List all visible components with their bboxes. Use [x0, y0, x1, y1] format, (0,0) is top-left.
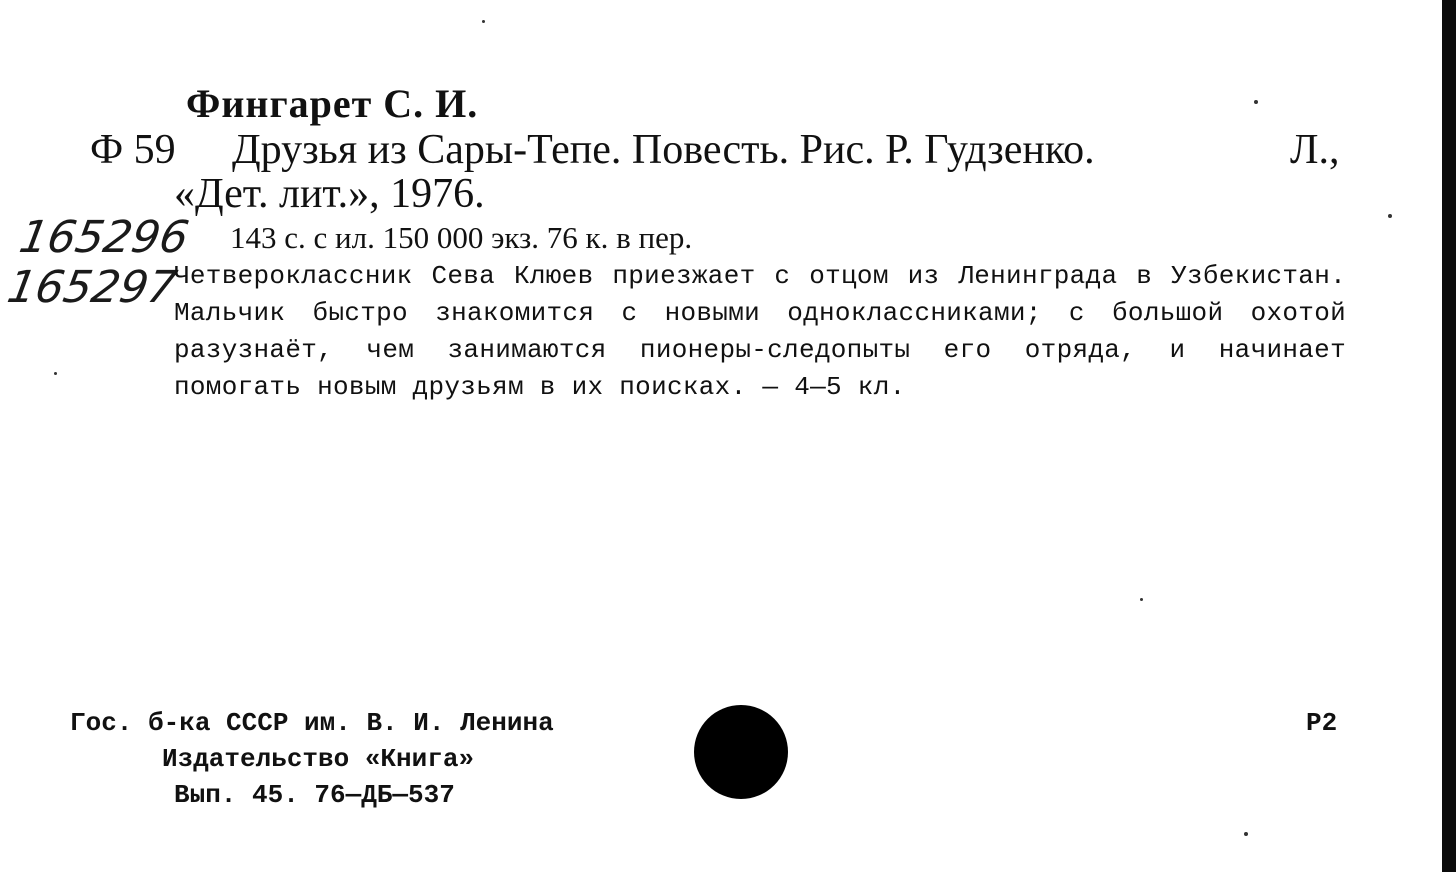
scan-speck: [54, 372, 57, 375]
scan-speck: [1254, 100, 1258, 104]
inventory-number: 165296: [15, 212, 193, 263]
author-name: Фингарет С. И.: [186, 81, 479, 126]
shelf-mark: Ф 59: [90, 127, 176, 173]
publication-city: Л.,: [1290, 127, 1340, 173]
publisher-year: «Дет. лит.», 1976.: [174, 171, 485, 217]
publishing-house: Издательство «Книга»: [162, 744, 475, 774]
title-line: Друзья из Сары-Тепе. Повесть. Рис. Р. Гудзенко.: [232, 127, 1095, 173]
classification-code: Р2: [1306, 708, 1338, 738]
punch-hole: [694, 705, 788, 799]
inventory-number: 165297: [3, 262, 181, 313]
scan-speck: [1388, 214, 1392, 218]
issue-number: Вып. 45. 76—ДБ—537: [174, 780, 455, 810]
scan-edge: [1442, 0, 1456, 872]
annotation-text: Четвероклассник Сева Клюев приезжает с отцом из Ленинграда в Узбекистан. Мальчик быстро знакомится с новыми одноклассниками; с большой охотой разузнаёт, чем занимаются пионеры-следопыты его отряда, и начинает помогать новым друзьям в их поисках. — 4—5 кл.: [174, 261, 1346, 402]
scan-speck: [1140, 598, 1143, 601]
physical-description: 143 с. с ил. 150 000 экз. 76 к. в пер.: [230, 220, 693, 255]
scan-speck: [1244, 832, 1248, 836]
library-name: Гос. б-ка СССР им. В. И. Ленина: [70, 708, 554, 738]
scan-speck: [482, 20, 485, 23]
